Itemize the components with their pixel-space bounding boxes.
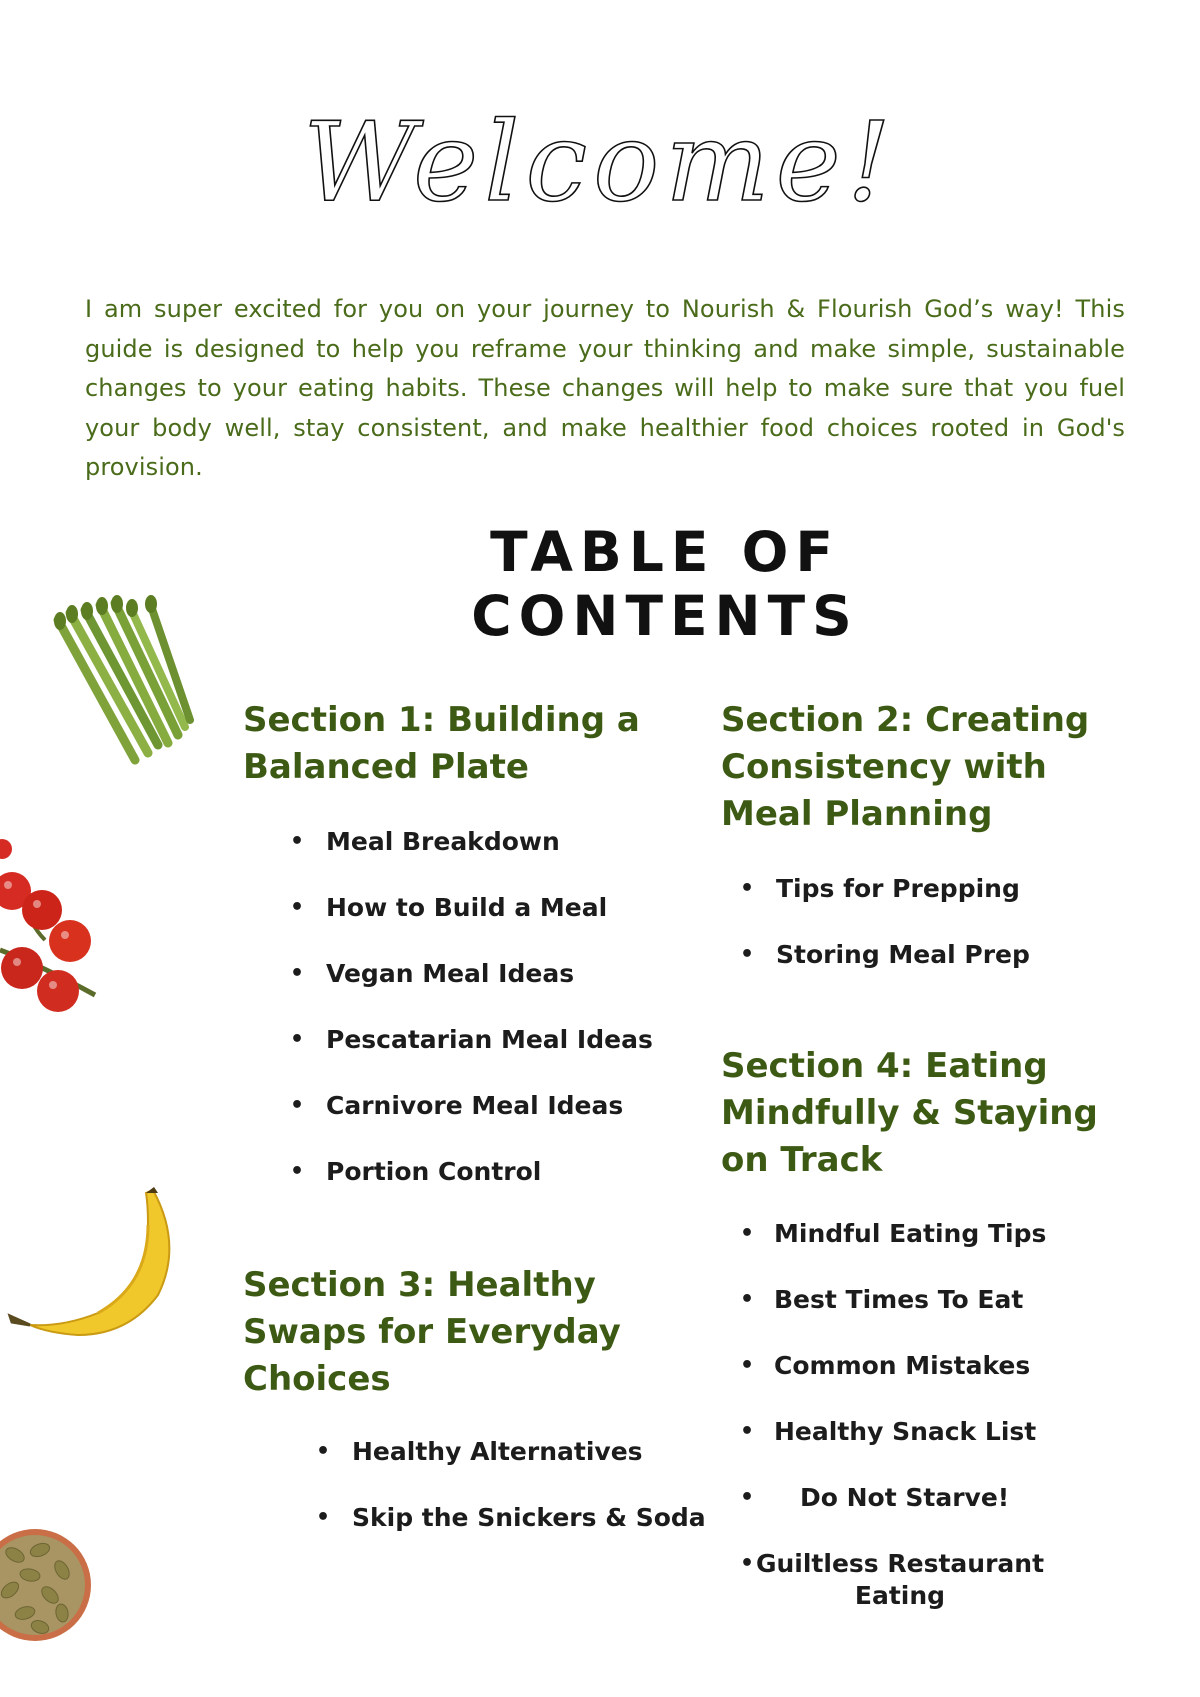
- section-1-heading: Section 1: Building a Balanced Plate: [243, 700, 640, 787]
- table-of-contents-title: TABLE OF CONTENTS: [471, 520, 859, 648]
- section-3-heading: Section 3: Healthy Swaps for Everyday Choices: [243, 1265, 621, 1399]
- welcome-heading: [303, 70, 897, 250]
- welcome-script: [303, 70, 897, 250]
- section-4-heading: Section 4: Eating Mindfully & Staying on Track: [721, 1046, 1098, 1180]
- intro-paragraph: I am super excited for you on your journey to Nourish & Flourish God’s way! This guide is designed to help you reframe your thinking and make simple, sustainable changes to your eating habits. These changes will help to make sure that you fuel your body well, stay consistent, and make healthier food choices rooted in God's provision.: [85, 295, 1125, 481]
- tomatoes-image: [0, 835, 105, 1025]
- asparagus-image: [40, 595, 190, 775]
- cardamom-bowl-image: [0, 1525, 95, 1645]
- svg-text:Welcome!: Welcome!: [303, 98, 897, 226]
- section-2-heading: Section 2: Creating Consistency with Meal Planning: [721, 700, 1090, 834]
- banana-image: [8, 1185, 183, 1345]
